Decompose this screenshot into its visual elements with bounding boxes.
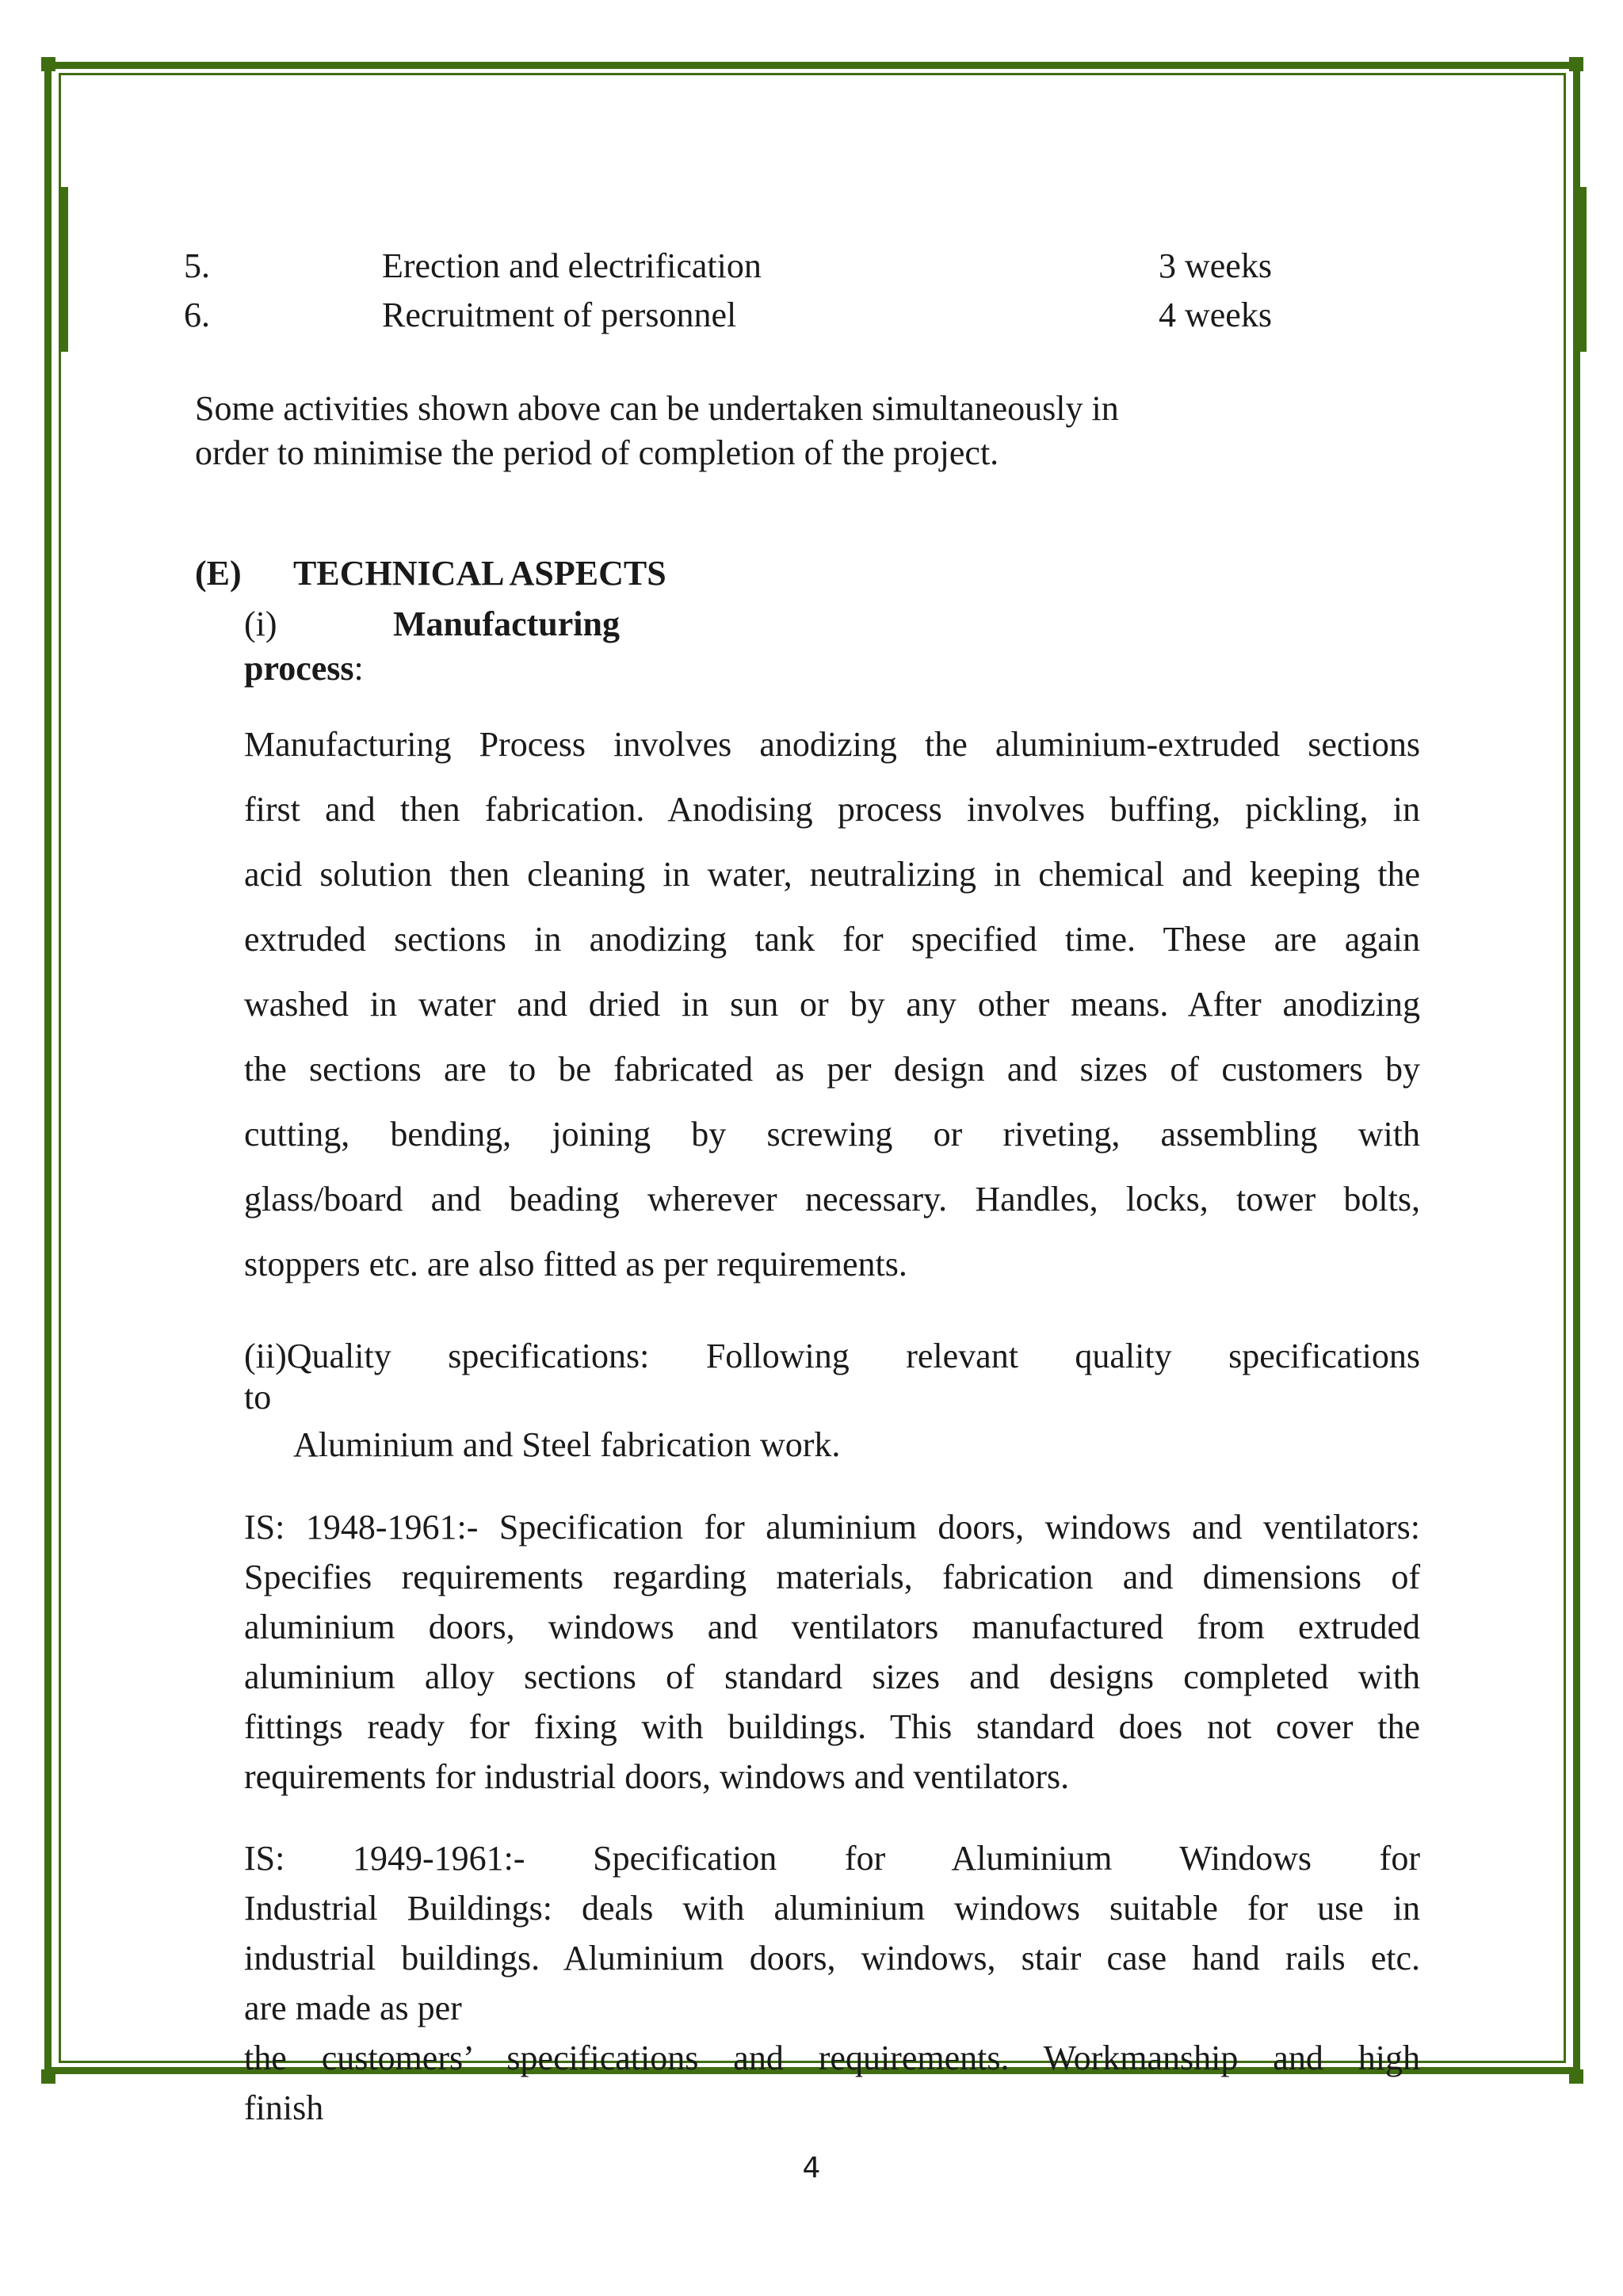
paragraph-line: extruded sections in anodizing tank for specified time. These are again: [244, 920, 1420, 959]
paragraph-line: IS: 1948-1961:- Specification for aluminium doors, windows and ventilators:: [244, 1508, 1420, 1547]
paragraph-line: the customers’ specifications and requirements. Workmanship and high: [244, 2039, 1420, 2077]
schedule-row-number: 5.: [184, 246, 210, 285]
subsection-i-title-part1: Manufacturing: [393, 605, 620, 643]
paragraph-line: aluminium alloy sections of standard sizes and designs completed with: [244, 1657, 1420, 1696]
subsection-ii-subtitle: Aluminium and Steel fabrication work.: [293, 1425, 841, 1464]
paragraph-line: the sections are to be fabricated as per design and sizes of customers by: [244, 1050, 1420, 1089]
note-line: Some activities shown above can be undertaken simultaneously in: [195, 389, 1119, 428]
border-side-bar-left: [60, 187, 68, 352]
page-number: 4: [802, 2152, 821, 2184]
paragraph-line: Industrial Buildings: deals with aluminium windows suitable for use in: [244, 1889, 1420, 1928]
subsection-i-title-line2: [244, 648, 364, 689]
paragraph-line: finish: [244, 2088, 324, 2127]
paragraph-line: industrial buildings. Aluminium doors, windows, stair case hand rails etc.: [244, 1939, 1420, 1978]
border-corner-top-left: [41, 57, 55, 71]
schedule-row-activity: Recruitment of personnel: [382, 296, 737, 334]
border-corner-bottom-right: [1569, 2069, 1583, 2084]
border-side-bar-right: [1579, 187, 1587, 352]
subsection-i-number: (i): [244, 605, 277, 643]
paragraph-line: washed in water and dried in sun or by any other means. After anodizing: [244, 985, 1420, 1024]
paragraph-line: are made as per: [244, 1989, 462, 2027]
paragraph-line: cutting, bending, joining by screwing or riveting, assembling with: [244, 1115, 1420, 1154]
paragraph-line: aluminium doors, windows and ventilators manufactured from extruded: [244, 1608, 1420, 1646]
paragraph-line: Manufacturing Process involves anodizing the aluminium-extruded sections: [244, 725, 1420, 764]
paragraph-line: first and then fabrication. Anodising process involves buffing, pickling, in: [244, 790, 1420, 829]
border-corner-top-right: [1569, 57, 1583, 71]
subsection-i-title-part2: process: [244, 649, 354, 688]
subsection-ii-heading-line: to: [244, 1378, 272, 1417]
subsection-i-colon: :: [353, 649, 364, 688]
schedule-row-number: 6.: [184, 296, 210, 334]
paragraph-line: stoppers etc. are also fitted as per requirements.: [244, 1245, 907, 1283]
schedule-row-activity: Erection and electrification: [382, 246, 762, 285]
schedule-row-duration: 3 weeks: [1159, 246, 1272, 285]
paragraph-line: requirements for industrial doors, windows and ventilators.: [244, 1757, 1070, 1796]
is-1949-paragraph: [244, 1838, 1420, 2138]
section-title: TECHNICAL ASPECTS: [293, 554, 666, 593]
note-line: order to minimise the period of completion of the project.: [195, 433, 999, 472]
paragraph-line: fittings ready for fixing with buildings. This standard does not cover the: [244, 1707, 1420, 1746]
paragraph-line: acid solution then cleaning in water, neutralizing in chemical and keeping the: [244, 855, 1420, 894]
subsection-ii: [244, 1336, 1420, 1466]
paragraph-line: IS: 1949-1961:- Specification for Aluminium Windows for: [244, 1839, 1420, 1878]
border-corner-bottom-left: [41, 2069, 55, 2084]
paragraph-line: Specifies requirements regarding materials, fabrication and dimensions of: [244, 1558, 1420, 1596]
subsection-ii-heading-line: (ii)Quality specifications: Following relevant quality specifications: [244, 1337, 1420, 1375]
manufacturing-process-paragraph: [244, 724, 1420, 1309]
paragraph-line: glass/board and beading wherever necessary. Handles, locks, tower bolts,: [244, 1180, 1420, 1219]
is-1948-paragraph: [244, 1507, 1420, 1806]
schedule-row-duration: 4 weeks: [1159, 296, 1272, 334]
section-label: (E): [195, 554, 242, 593]
